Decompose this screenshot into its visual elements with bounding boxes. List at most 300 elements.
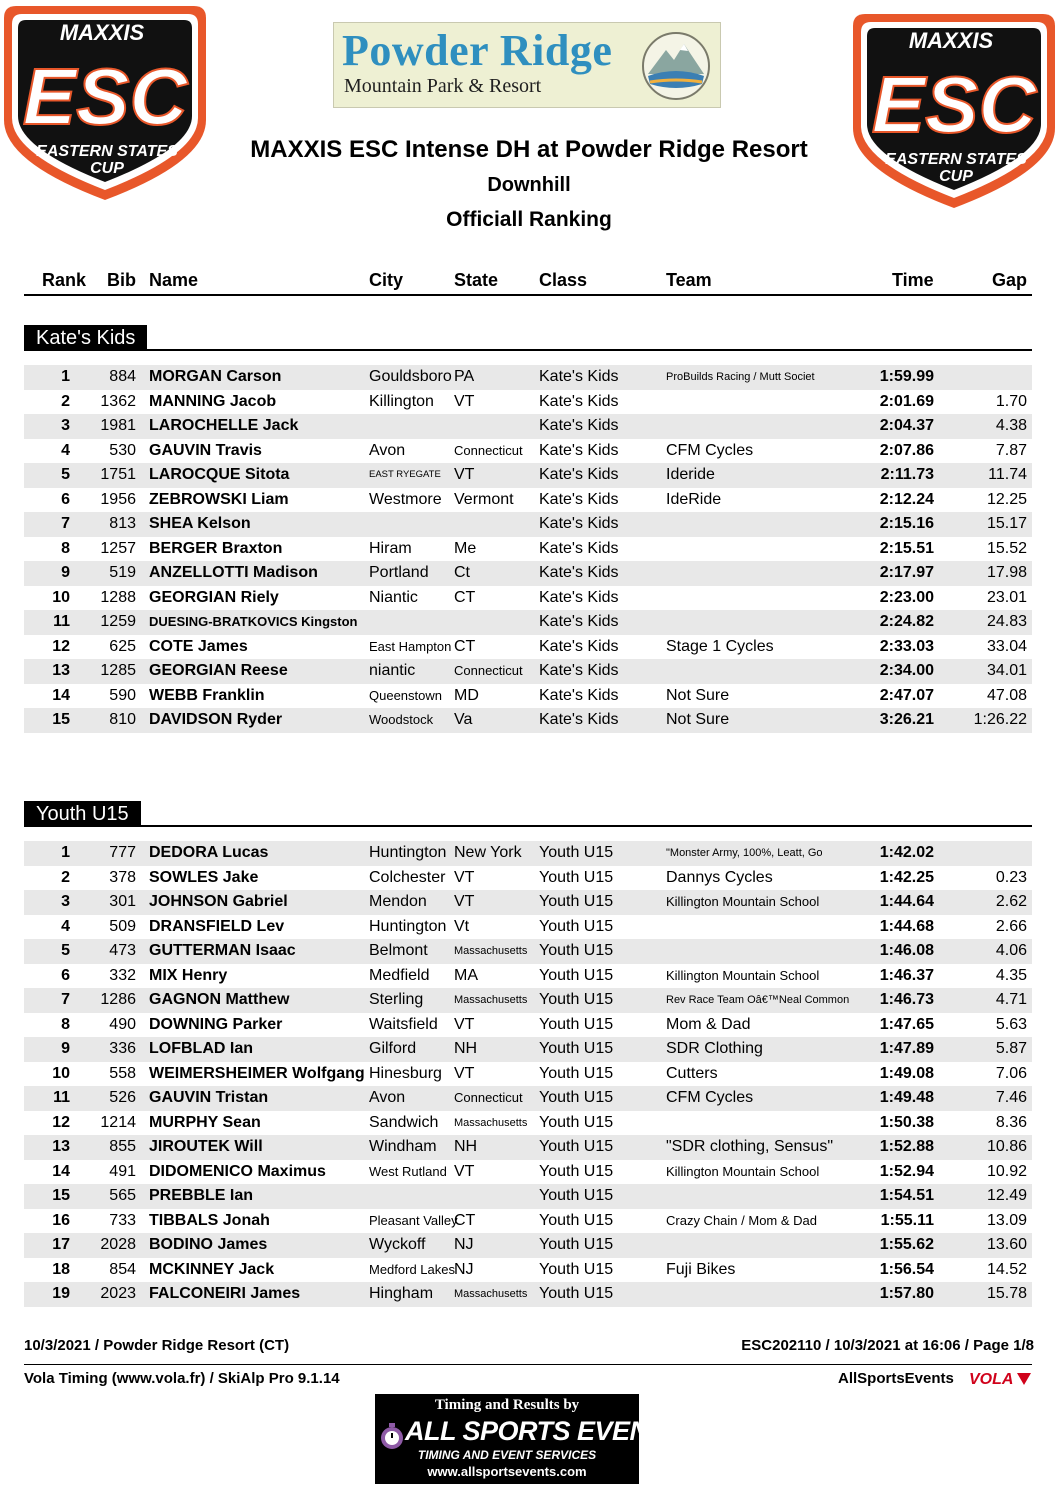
class-cell: Youth U15 xyxy=(539,1162,614,1180)
name-cell: DEDORA Lucas xyxy=(149,844,269,861)
sponsor-url[interactable]: www.allsportsevents.com xyxy=(427,1464,587,1479)
header-divider xyxy=(24,294,1032,296)
bib-cell: 301 xyxy=(109,893,136,910)
time-cell: 2:01.69 xyxy=(879,392,934,410)
rank-cell: 8 xyxy=(61,1015,70,1033)
table-row xyxy=(24,414,1032,439)
city-cell: Sterling xyxy=(369,991,424,1008)
rank-cell: 18 xyxy=(52,1260,70,1278)
table-row xyxy=(24,1184,1032,1209)
section-title: Kate's Kids xyxy=(24,325,147,351)
gap-cell: 13.09 xyxy=(986,1211,1027,1229)
table-row xyxy=(24,488,1032,513)
time-cell: 1:59.99 xyxy=(879,368,934,385)
state-cell: NH xyxy=(454,1040,478,1057)
table-row xyxy=(24,841,1032,866)
time-cell: 1:44.68 xyxy=(879,917,934,935)
class-cell: Youth U15 xyxy=(539,893,614,910)
name-cell: COTE James xyxy=(149,637,248,655)
bib-cell: 813 xyxy=(109,515,136,532)
gap-cell: 15.17 xyxy=(986,515,1027,532)
class-cell: Kate's Kids xyxy=(539,417,619,434)
footer-event-page: ESC202110 / 10/3/2021 at 16:06 / Page 1/8 xyxy=(741,1337,1034,1354)
resort-subtitle: Mountain Park & Resort xyxy=(344,75,542,97)
class-cell: Kate's Kids xyxy=(539,441,619,459)
time-cell: 1:44.64 xyxy=(879,893,934,910)
col-header-class: Class xyxy=(539,270,588,290)
table-row xyxy=(24,915,1032,940)
col-header-bib: Bib xyxy=(107,270,136,290)
city-cell: Gilford xyxy=(369,1040,417,1057)
time-cell: 1:42.02 xyxy=(879,844,934,861)
state-cell: NJ xyxy=(454,1260,474,1278)
footer-organizer: AllSportsEvents xyxy=(838,1370,954,1387)
bib-cell: 625 xyxy=(109,637,136,655)
esc-brand-text: MAXXIS xyxy=(908,28,994,53)
gap-cell: 24.83 xyxy=(986,613,1027,630)
rank-cell: 11 xyxy=(53,1089,70,1106)
table-row xyxy=(24,1111,1032,1136)
state-cell: CT xyxy=(454,1211,476,1229)
rank-cell: 10 xyxy=(52,1064,70,1082)
team-cell: ProBuilds Racing / Mutt Societ xyxy=(666,371,815,383)
rank-cell: 11 xyxy=(53,613,70,630)
rank-cell: 9 xyxy=(61,1040,70,1057)
city-cell: Pleasant Valley xyxy=(369,1212,458,1228)
state-cell: CT xyxy=(454,637,476,655)
gap-cell: 17.98 xyxy=(986,564,1027,581)
class-cell: Youth U15 xyxy=(539,917,614,935)
name-cell: WEIMERSHEIMER Wolfgang xyxy=(149,1064,365,1082)
city-cell: Medfield xyxy=(369,966,430,984)
city-cell: Huntington xyxy=(369,844,447,861)
table-row xyxy=(24,1086,1032,1111)
team-cell: Crazy Chain / Mom & Dad xyxy=(666,1212,817,1228)
rank-cell: 9 xyxy=(61,564,70,581)
time-cell: 1:49.48 xyxy=(879,1089,934,1106)
powder-ridge-logo xyxy=(333,22,721,108)
state-cell: Massachusetts xyxy=(454,1288,528,1300)
gap-cell: 15.78 xyxy=(986,1285,1027,1302)
gap-cell: 2.62 xyxy=(995,893,1027,910)
state-cell: Va xyxy=(454,711,473,728)
gap-cell: 4.06 xyxy=(995,942,1027,959)
gap-cell: 7.87 xyxy=(995,441,1027,459)
class-cell: Kate's Kids xyxy=(539,662,619,679)
rank-cell: 10 xyxy=(52,588,70,606)
bib-cell: 855 xyxy=(109,1138,136,1155)
class-cell: Youth U15 xyxy=(539,991,614,1008)
state-cell: VT xyxy=(454,1162,475,1180)
section-divider xyxy=(24,825,1032,827)
city-cell: Avon xyxy=(369,1089,406,1106)
table-row xyxy=(24,988,1032,1013)
sponsor-top-text: Timing and Results by xyxy=(434,1397,580,1413)
class-cell: Youth U15 xyxy=(539,868,614,886)
time-cell: 1:46.08 xyxy=(879,942,934,959)
team-cell: Killington Mountain School xyxy=(666,967,820,983)
bib-cell: 1286 xyxy=(100,991,136,1008)
city-cell: Windham xyxy=(369,1138,437,1155)
name-cell: SHEA Kelson xyxy=(149,515,251,532)
col-header-name: Name xyxy=(149,270,199,290)
state-cell: MA xyxy=(454,966,478,984)
city-cell: Killington xyxy=(369,392,434,410)
city-cell: niantic xyxy=(369,662,416,679)
rank-cell: 17 xyxy=(52,1236,70,1253)
time-cell: 2:04.37 xyxy=(879,417,934,434)
time-cell: 2:11.73 xyxy=(880,466,934,483)
rank-cell: 2 xyxy=(61,868,70,886)
all-sports-events-logo xyxy=(375,1394,683,1484)
city-cell: Huntington xyxy=(369,917,447,935)
class-cell: Youth U15 xyxy=(539,942,614,959)
team-cell: Cutters xyxy=(666,1064,718,1082)
state-cell: VT xyxy=(454,1064,475,1082)
sponsor-main-text: ALL SPORTS EVENTS xyxy=(405,1416,683,1446)
bib-cell: 884 xyxy=(109,368,136,385)
bib-cell: 1362 xyxy=(100,392,136,410)
name-cell: GEORGIAN Reese xyxy=(149,662,288,679)
name-cell: DAVIDSON Ryder xyxy=(149,711,283,728)
time-cell: 1:50.38 xyxy=(879,1113,934,1131)
discipline-title: Downhill xyxy=(487,174,571,196)
time-cell: 1:54.51 xyxy=(879,1187,934,1204)
rank-cell: 3 xyxy=(61,417,70,434)
event-title: MAXXIS ESC Intense DH at Powder Ridge Resort xyxy=(250,136,808,163)
table-row xyxy=(24,1258,1032,1283)
esc-mark-text: ESC xyxy=(22,52,188,141)
name-cell: GUTTERMAN Isaac xyxy=(149,942,296,959)
team-cell: "SDR clothing, Sensus" xyxy=(666,1138,833,1155)
state-cell: VT xyxy=(454,392,475,410)
city-cell: Colchester xyxy=(369,868,446,886)
team-cell: CFM Cycles xyxy=(666,1089,754,1106)
name-cell: MURPHY Sean xyxy=(149,1113,261,1131)
state-cell: Connecticut xyxy=(454,663,523,678)
class-cell: Youth U15 xyxy=(539,1187,614,1204)
class-cell: Kate's Kids xyxy=(539,392,619,410)
section-divider xyxy=(24,349,1032,351)
footer-date-venue: 10/3/2021 / Powder Ridge Resort (CT) xyxy=(24,1337,290,1354)
rank-cell: 5 xyxy=(61,942,70,959)
team-cell: Not Sure xyxy=(666,686,730,704)
bib-cell: 336 xyxy=(109,1040,136,1057)
name-cell: ZEBROWSKI Liam xyxy=(149,490,289,508)
class-cell: Kate's Kids xyxy=(539,686,619,704)
time-cell: 2:17.97 xyxy=(879,564,934,581)
time-cell: 3:26.21 xyxy=(879,711,934,728)
esc-tag-line1: EASTERN STATES xyxy=(885,151,1027,168)
results-table-kates-kids xyxy=(24,365,1032,733)
esc-tag-line2: CUP xyxy=(90,160,124,177)
esc-tag-line1: EASTERN STATES xyxy=(36,143,178,160)
class-cell: Kate's Kids xyxy=(539,515,619,532)
team-cell: Dannys Cycles xyxy=(666,868,773,886)
class-cell: Kate's Kids xyxy=(539,466,619,483)
name-cell: WEBB Franklin xyxy=(149,686,265,704)
time-cell: 1:55.11 xyxy=(880,1211,934,1229)
time-cell: 2:15.16 xyxy=(879,515,934,532)
gap-cell: 34.01 xyxy=(986,662,1027,679)
state-cell: Massachusetts xyxy=(454,945,528,957)
bib-cell: 810 xyxy=(109,711,136,728)
rank-cell: 12 xyxy=(52,1113,70,1131)
bib-cell: 777 xyxy=(109,844,136,861)
table-row xyxy=(24,586,1032,611)
state-cell: VT xyxy=(454,466,475,483)
state-cell: NH xyxy=(454,1138,478,1155)
time-cell: 1:52.88 xyxy=(879,1138,934,1155)
state-cell: New York xyxy=(454,844,522,861)
rank-cell: 13 xyxy=(52,662,70,679)
state-cell: MD xyxy=(454,686,479,704)
table-row xyxy=(24,439,1032,464)
name-cell: GAUVIN Travis xyxy=(149,441,262,459)
vola-logo xyxy=(967,1369,1033,1389)
class-cell: Kate's Kids xyxy=(539,539,619,557)
col-header-rank: Rank xyxy=(42,270,87,290)
time-cell: 1:42.25 xyxy=(879,868,934,886)
col-header-city: City xyxy=(369,270,404,290)
section-title: Youth U15 xyxy=(24,801,141,827)
gap-cell: 23.01 xyxy=(986,588,1027,606)
time-cell: 1:55.62 xyxy=(879,1236,934,1253)
state-cell: Me xyxy=(454,539,477,557)
name-cell: MCKINNEY Jack xyxy=(149,1260,275,1278)
time-cell: 1:49.08 xyxy=(879,1064,934,1082)
bib-cell: 1285 xyxy=(100,662,136,679)
table-row xyxy=(24,1037,1032,1062)
city-cell: Medford Lakes xyxy=(369,1261,455,1277)
class-cell: Youth U15 xyxy=(539,1015,614,1033)
time-cell: 1:56.54 xyxy=(879,1260,934,1278)
team-cell: Mom & Dad xyxy=(666,1015,751,1033)
name-cell: JOHNSON Gabriel xyxy=(149,893,288,910)
class-cell: Kate's Kids xyxy=(539,711,619,728)
stopwatch-icon xyxy=(379,1422,405,1450)
time-cell: 2:24.82 xyxy=(879,613,934,630)
name-cell: BODINO James xyxy=(149,1236,268,1253)
time-cell: 1:46.73 xyxy=(879,991,934,1008)
table-row xyxy=(24,890,1032,915)
class-cell: Youth U15 xyxy=(539,1138,614,1155)
name-cell: ANZELLOTTI Madison xyxy=(149,564,318,581)
city-cell: Sandwich xyxy=(369,1113,439,1131)
state-cell: PA xyxy=(454,368,475,385)
time-cell: 1:57.80 xyxy=(879,1285,934,1302)
bib-cell: 565 xyxy=(109,1187,136,1204)
table-row xyxy=(24,512,1032,537)
class-cell: Youth U15 xyxy=(539,1089,614,1106)
state-cell: Vt xyxy=(454,917,470,935)
table-row xyxy=(24,1135,1032,1160)
class-cell: Youth U15 xyxy=(539,1113,614,1131)
esc-mark-text: ESC xyxy=(871,60,1037,149)
sponsor-sub-text: TIMING AND EVENT SERVICES xyxy=(417,1448,597,1462)
state-cell: VT xyxy=(454,868,475,886)
bib-cell: 1259 xyxy=(100,613,136,630)
rank-cell: 2 xyxy=(61,392,70,410)
rank-cell: 4 xyxy=(61,917,70,935)
state-cell: Ct xyxy=(454,564,470,581)
rank-cell: 15 xyxy=(52,1187,70,1204)
rank-cell: 8 xyxy=(61,539,70,557)
time-cell: 1:47.65 xyxy=(879,1015,934,1033)
bib-cell: 854 xyxy=(109,1260,136,1278)
team-cell: Killington Mountain School xyxy=(666,1163,820,1179)
gap-cell: 7.46 xyxy=(995,1089,1027,1106)
rank-cell: 5 xyxy=(61,466,70,483)
gap-cell: 14.52 xyxy=(986,1260,1027,1278)
gap-cell: 15.52 xyxy=(986,539,1027,557)
table-row xyxy=(24,390,1032,415)
class-cell: Kate's Kids xyxy=(539,368,619,385)
bib-cell: 519 xyxy=(109,564,136,581)
time-cell: 1:47.89 xyxy=(879,1040,934,1057)
results-table-youth-u15 xyxy=(24,841,1032,1307)
bib-cell: 1257 xyxy=(100,539,136,557)
name-cell: JIROUTEK Will xyxy=(149,1138,263,1155)
col-header-team: Team xyxy=(666,270,712,290)
rank-cell: 7 xyxy=(61,991,70,1008)
name-cell: DOWNING Parker xyxy=(149,1015,283,1033)
name-cell: LAROCQUE Sitota xyxy=(149,466,290,483)
rank-cell: 12 xyxy=(52,637,70,655)
class-cell: Youth U15 xyxy=(539,966,614,984)
name-cell: LAROCHELLE Jack xyxy=(149,417,299,434)
rank-cell: 6 xyxy=(61,490,70,508)
bib-cell: 2023 xyxy=(100,1285,136,1302)
bib-cell: 332 xyxy=(109,966,136,984)
team-cell: IdeRide xyxy=(666,490,722,508)
name-cell: MIX Henry xyxy=(149,966,228,984)
class-cell: Kate's Kids xyxy=(539,613,619,630)
gap-cell: 5.63 xyxy=(995,1015,1027,1033)
rank-cell: 4 xyxy=(61,441,70,459)
city-cell: Waitsfield xyxy=(369,1015,438,1033)
table-row xyxy=(24,1062,1032,1087)
footer-software: Vola Timing (www.vola.fr) / SkiAlp Pro 9.1.14 xyxy=(24,1370,340,1387)
city-cell: Niantic xyxy=(369,588,418,606)
rank-cell: 14 xyxy=(52,1162,70,1180)
class-cell: Youth U15 xyxy=(539,1040,614,1057)
state-cell: Massachusetts xyxy=(454,994,528,1006)
class-cell: Youth U15 xyxy=(539,1236,614,1253)
team-cell: Not Sure xyxy=(666,711,730,728)
footer-divider xyxy=(24,1364,1032,1365)
state-cell: Connecticut xyxy=(454,1090,523,1105)
gap-cell: 12.25 xyxy=(986,490,1027,508)
table-row xyxy=(24,1233,1032,1258)
name-cell: GEORGIAN Riely xyxy=(149,588,279,606)
city-cell: West Rutland xyxy=(369,1163,447,1179)
time-cell: 2:15.51 xyxy=(879,539,934,557)
city-cell: Gouldsboro xyxy=(369,368,452,385)
vola-logo-text: VOLA xyxy=(969,1371,1014,1388)
city-cell: Avon xyxy=(369,441,406,459)
table-row xyxy=(24,635,1032,660)
time-cell: 1:52.94 xyxy=(879,1162,934,1180)
table-row xyxy=(24,1282,1032,1307)
ranking-title: Officiall Ranking xyxy=(446,208,612,231)
city-cell: Queenstown xyxy=(369,687,442,703)
table-row xyxy=(24,1160,1032,1185)
gap-cell: 33.04 xyxy=(986,637,1027,655)
name-cell: MORGAN Carson xyxy=(149,368,282,385)
bib-cell: 1751 xyxy=(100,466,136,483)
mountain-emblem-icon xyxy=(640,30,712,102)
gap-cell: 4.35 xyxy=(995,966,1027,984)
state-cell: Vermont xyxy=(454,490,514,508)
bib-cell: 1214 xyxy=(100,1113,136,1131)
team-cell: Stage 1 Cycles xyxy=(666,637,774,655)
class-cell: Kate's Kids xyxy=(539,588,619,606)
class-cell: Kate's Kids xyxy=(539,564,619,581)
col-header-gap: Gap xyxy=(992,270,1028,290)
gap-cell: 12.49 xyxy=(986,1187,1027,1204)
gap-cell: 2.66 xyxy=(995,917,1027,935)
bib-cell: 590 xyxy=(109,686,136,704)
gap-cell: 0.23 xyxy=(995,868,1027,886)
name-cell: FALCONEIRI James xyxy=(149,1285,301,1302)
time-cell: 1:46.37 xyxy=(879,966,934,984)
table-row xyxy=(24,866,1032,891)
table-row xyxy=(24,537,1032,562)
bib-cell: 1288 xyxy=(100,588,136,606)
team-cell: Ideride xyxy=(666,466,715,483)
gap-cell: 7.06 xyxy=(995,1064,1027,1082)
city-cell: Hinesburg xyxy=(369,1064,442,1082)
gap-cell: 10.86 xyxy=(986,1138,1027,1155)
gap-cell: 4.71 xyxy=(995,991,1027,1008)
col-header-state: State xyxy=(454,270,499,290)
table-row xyxy=(24,964,1032,989)
name-cell: TIBBALS Jonah xyxy=(149,1211,270,1229)
table-row xyxy=(24,463,1032,488)
table-row xyxy=(24,1209,1032,1234)
city-cell: Belmont xyxy=(369,942,428,959)
class-cell: Kate's Kids xyxy=(539,490,619,508)
state-cell: VT xyxy=(454,1015,475,1033)
bib-cell: 509 xyxy=(109,917,136,935)
class-cell: Youth U15 xyxy=(539,1285,614,1302)
team-cell: "Monster Army, 100%, Leatt, Go xyxy=(666,847,823,859)
name-cell: SOWLES Jake xyxy=(149,868,259,886)
time-cell: 2:33.03 xyxy=(879,637,934,655)
bib-cell: 473 xyxy=(109,942,136,959)
state-cell: Massachusetts xyxy=(454,1116,528,1129)
gap-cell: 47.08 xyxy=(986,686,1027,704)
city-cell: Hiram xyxy=(369,539,412,557)
rank-cell: 7 xyxy=(61,515,70,532)
bib-cell: 1956 xyxy=(100,490,136,508)
table-row xyxy=(24,610,1032,635)
bib-cell: 530 xyxy=(109,441,136,459)
class-cell: Youth U15 xyxy=(539,844,614,861)
time-cell: 2:47.07 xyxy=(879,686,934,704)
bib-cell: 490 xyxy=(109,1015,136,1033)
name-cell: MANNING Jacob xyxy=(149,392,277,410)
bib-cell: 526 xyxy=(109,1089,136,1106)
gap-cell: 8.36 xyxy=(995,1113,1027,1131)
bib-cell: 558 xyxy=(109,1064,136,1082)
name-cell: DIDOMENICO Maximus xyxy=(149,1162,326,1180)
time-cell: 2:07.86 xyxy=(879,441,934,459)
city-cell: Woodstock xyxy=(369,712,434,727)
esc-tag-line2: CUP xyxy=(939,168,973,185)
bib-cell: 491 xyxy=(109,1162,136,1180)
